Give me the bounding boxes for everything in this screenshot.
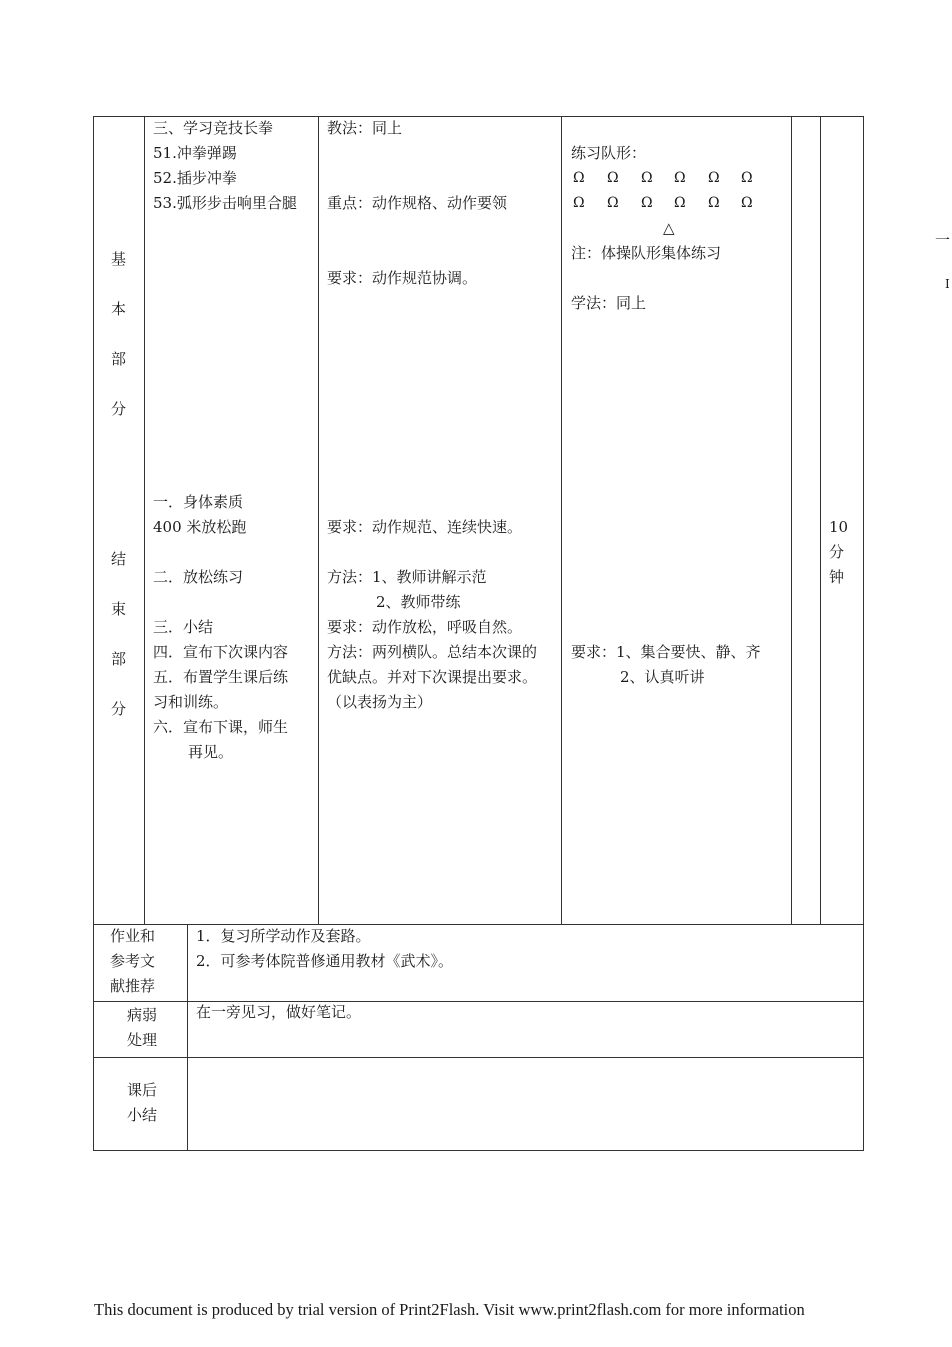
homework-label-line: 作业和 (110, 927, 156, 945)
homework-content-line: 1．复习所学动作及套路。 (196, 927, 371, 945)
table-right-border (863, 116, 864, 1151)
sick-label-line: 病弱 (127, 1006, 158, 1024)
student-marker: Ω (708, 170, 720, 186)
method-line: 要求：动作规范、连续快速。 (327, 518, 523, 536)
org-column-divider (791, 116, 792, 924)
table-bottom-border (93, 1150, 864, 1151)
section-label-char: 分 (111, 700, 127, 718)
student-marker: Ω (641, 195, 653, 211)
time-line: 钟 (829, 568, 845, 586)
section-column-divider (144, 116, 145, 924)
teacher-marker: △ (663, 219, 675, 237)
method-line: 优缺点。并对下次课提出要求。 (327, 668, 538, 686)
homework-content-line: 2．可参考体院普修通用教材《武术》。 (196, 952, 454, 970)
summary-label-line: 小结 (127, 1106, 158, 1124)
student-marker: Ω (708, 195, 720, 211)
extra-column-divider (820, 116, 821, 924)
org-line: 要求：1、集合要快、静、齐 (571, 643, 761, 661)
margin-mark-bar: I (945, 277, 950, 291)
student-marker: Ω (607, 195, 619, 211)
sick-content-line: 在一旁见习，做好笔记。 (196, 1003, 362, 1021)
method-line: 要求：动作规范协调。 (327, 269, 478, 287)
content-line: 四．宣布下次课内容 (153, 643, 289, 661)
margin-mark-dash: 一 (935, 231, 951, 249)
section-label-char: 部 (111, 650, 127, 668)
content-line: 400 米放松跑 (153, 518, 247, 536)
content-line: 五．布置学生课后练 (153, 668, 289, 686)
formation-note: 注：体操队形集体练习 (571, 244, 722, 262)
content-line: 六．宣布下课，师生 (153, 718, 289, 736)
section-label-char: 束 (111, 600, 127, 618)
content-line: 二．放松练习 (153, 568, 244, 586)
student-marker: Ω (674, 195, 686, 211)
content-line: 三、学习竞技长拳 (153, 119, 274, 137)
student-marker: Ω (573, 195, 585, 211)
formation-title: 练习队形： (571, 144, 647, 162)
table-left-border (93, 116, 94, 1151)
content-line: 再见。 (188, 743, 234, 761)
section-label-char: 本 (111, 300, 127, 318)
content-line: 51.冲拳弹踢 (153, 144, 237, 162)
content-line: 三．小结 (153, 618, 214, 636)
method-line: 方法：1、教师讲解示范 (327, 568, 487, 586)
section-label-char: 部 (111, 350, 127, 368)
section-label-char: 基 (111, 250, 127, 268)
summary-label-line: 课后 (127, 1081, 158, 1099)
content-line: 习和训练。 (153, 693, 229, 711)
method-line: 方法：两列横队。总结本次课的 (327, 643, 538, 661)
sick-bottom-border (93, 1057, 864, 1058)
content-line: 一．身体素质 (153, 493, 244, 511)
homework-label-line: 献推荐 (110, 977, 156, 995)
student-marker: Ω (741, 170, 753, 186)
student-marker: Ω (573, 170, 585, 186)
student-marker: Ω (741, 195, 753, 211)
method-line: 要求：动作放松，呼吸自然。 (327, 618, 523, 636)
time-line: 10 (829, 518, 849, 536)
method-line: 2、教师带练 (376, 593, 461, 611)
method-column-divider (561, 116, 562, 924)
section-label-char: 分 (111, 400, 127, 418)
study-method: 学法：同上 (571, 294, 647, 312)
student-marker: Ω (641, 170, 653, 186)
content-column-divider (318, 116, 319, 924)
content-line: 52.插步冲拳 (153, 169, 237, 187)
student-marker: Ω (607, 170, 619, 186)
method-line: 重点：动作规格、动作要领 (327, 194, 508, 212)
method-line: 教法：同上 (327, 119, 403, 137)
method-line: （以表扬为主） (327, 693, 433, 711)
sick-label-line: 处理 (127, 1031, 158, 1049)
bottom-label-divider (187, 924, 188, 1151)
student-marker: Ω (674, 170, 686, 186)
content-line: 53.弧形步击响里合腿 (153, 194, 297, 212)
homework-label-line: 参考文 (110, 952, 156, 970)
section-label-char: 结 (111, 550, 127, 568)
org-line: 2、认真听讲 (620, 668, 705, 686)
time-line: 分 (829, 543, 845, 561)
trial-footer-notice: This document is produced by trial version of Print2Flash. Visit www.print2flash.com for more information (94, 1300, 805, 1319)
